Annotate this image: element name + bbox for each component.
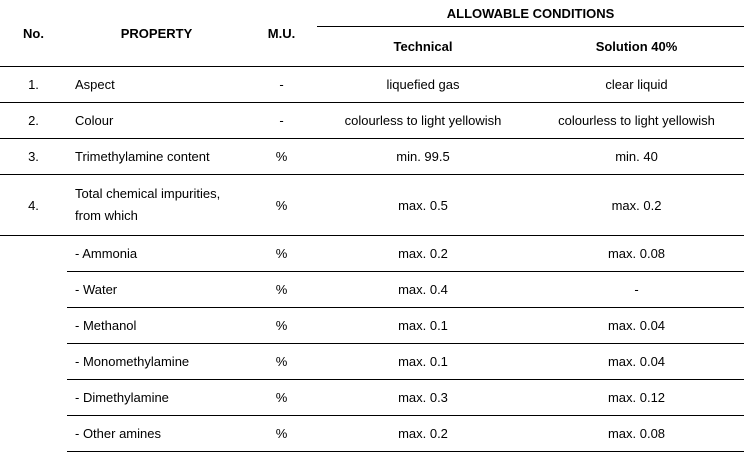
row-no: 4. (0, 175, 67, 236)
row-no-empty (0, 272, 67, 308)
subrow-property: - Water (67, 272, 246, 308)
header-solution: Solution 40% (529, 27, 744, 67)
subrow-mu: % (246, 236, 317, 272)
subrow-solution: max. 0.04 (529, 344, 744, 380)
header-allowable-conditions: ALLOWABLE CONDITIONS (317, 0, 744, 27)
table-subrow (0, 380, 744, 416)
table-subrow (0, 308, 744, 344)
row-no: 2. (0, 103, 67, 139)
row-solution: min. 40 (529, 139, 744, 175)
row-no: 1. (0, 67, 67, 103)
table-subrow (0, 236, 744, 272)
row-property (67, 175, 246, 236)
row-solution: clear liquid (529, 67, 744, 103)
row-property: Aspect (67, 67, 246, 103)
subrow-property: - Other amines (67, 416, 246, 452)
row-no-empty (0, 308, 67, 344)
table-row (0, 139, 744, 175)
subrow-property: - Methanol (67, 308, 246, 344)
row-no-empty (0, 380, 67, 416)
subrow-technical: max. 0.4 (317, 272, 529, 308)
subrow-technical: max. 0.1 (317, 344, 529, 380)
row-mu: - (246, 103, 317, 139)
row-mu: - (246, 67, 317, 103)
subrow-solution: max. 0.12 (529, 380, 744, 416)
subrow-mu: % (246, 344, 317, 380)
row-no-empty (0, 416, 67, 452)
row-property-line2: from which (75, 208, 138, 223)
row-mu: % (246, 139, 317, 175)
row-technical: max. 0.5 (317, 175, 529, 236)
subrow-property: - Monomethylamine (67, 344, 246, 380)
subrow-solution: max. 0.08 (529, 416, 744, 452)
row-mu: % (246, 175, 317, 236)
table-header (0, 0, 744, 67)
header-no: No. (0, 0, 67, 67)
table-row (0, 103, 744, 139)
table-body (0, 67, 744, 452)
subrow-solution: max. 0.04 (529, 308, 744, 344)
row-no-empty (0, 236, 67, 272)
header-property: PROPERTY (67, 0, 246, 67)
table-row (0, 175, 744, 236)
subrow-property: - Dimethylamine (67, 380, 246, 416)
row-technical: liquefied gas (317, 67, 529, 103)
row-solution: max. 0.2 (529, 175, 744, 236)
row-no: 3. (0, 139, 67, 175)
subrow-technical: max. 0.2 (317, 416, 529, 452)
row-property: Trimethylamine content (67, 139, 246, 175)
subrow-property: - Ammonia (67, 236, 246, 272)
row-no-empty (0, 344, 67, 380)
subrow-solution: max. 0.08 (529, 236, 744, 272)
table-subrow (0, 272, 744, 308)
table-subrow (0, 416, 744, 452)
subrow-solution: - (529, 272, 744, 308)
subrow-technical: max. 0.3 (317, 380, 529, 416)
subrow-mu: % (246, 380, 317, 416)
row-solution: colourless to light yellowish (529, 103, 744, 139)
header-mu: M.U. (246, 0, 317, 67)
row-technical: min. 99.5 (317, 139, 529, 175)
table-subrow (0, 344, 744, 380)
header-technical: Technical (317, 27, 529, 67)
subrow-technical: max. 0.1 (317, 308, 529, 344)
subrow-technical: max. 0.2 (317, 236, 529, 272)
subrow-mu: % (246, 416, 317, 452)
subrow-mu: % (246, 308, 317, 344)
row-property: Colour (67, 103, 246, 139)
subrow-mu: % (246, 272, 317, 308)
row-property-line1: Total chemical impurities, (75, 186, 221, 201)
table-row (0, 67, 744, 103)
row-technical: colourless to light yellowish (317, 103, 529, 139)
